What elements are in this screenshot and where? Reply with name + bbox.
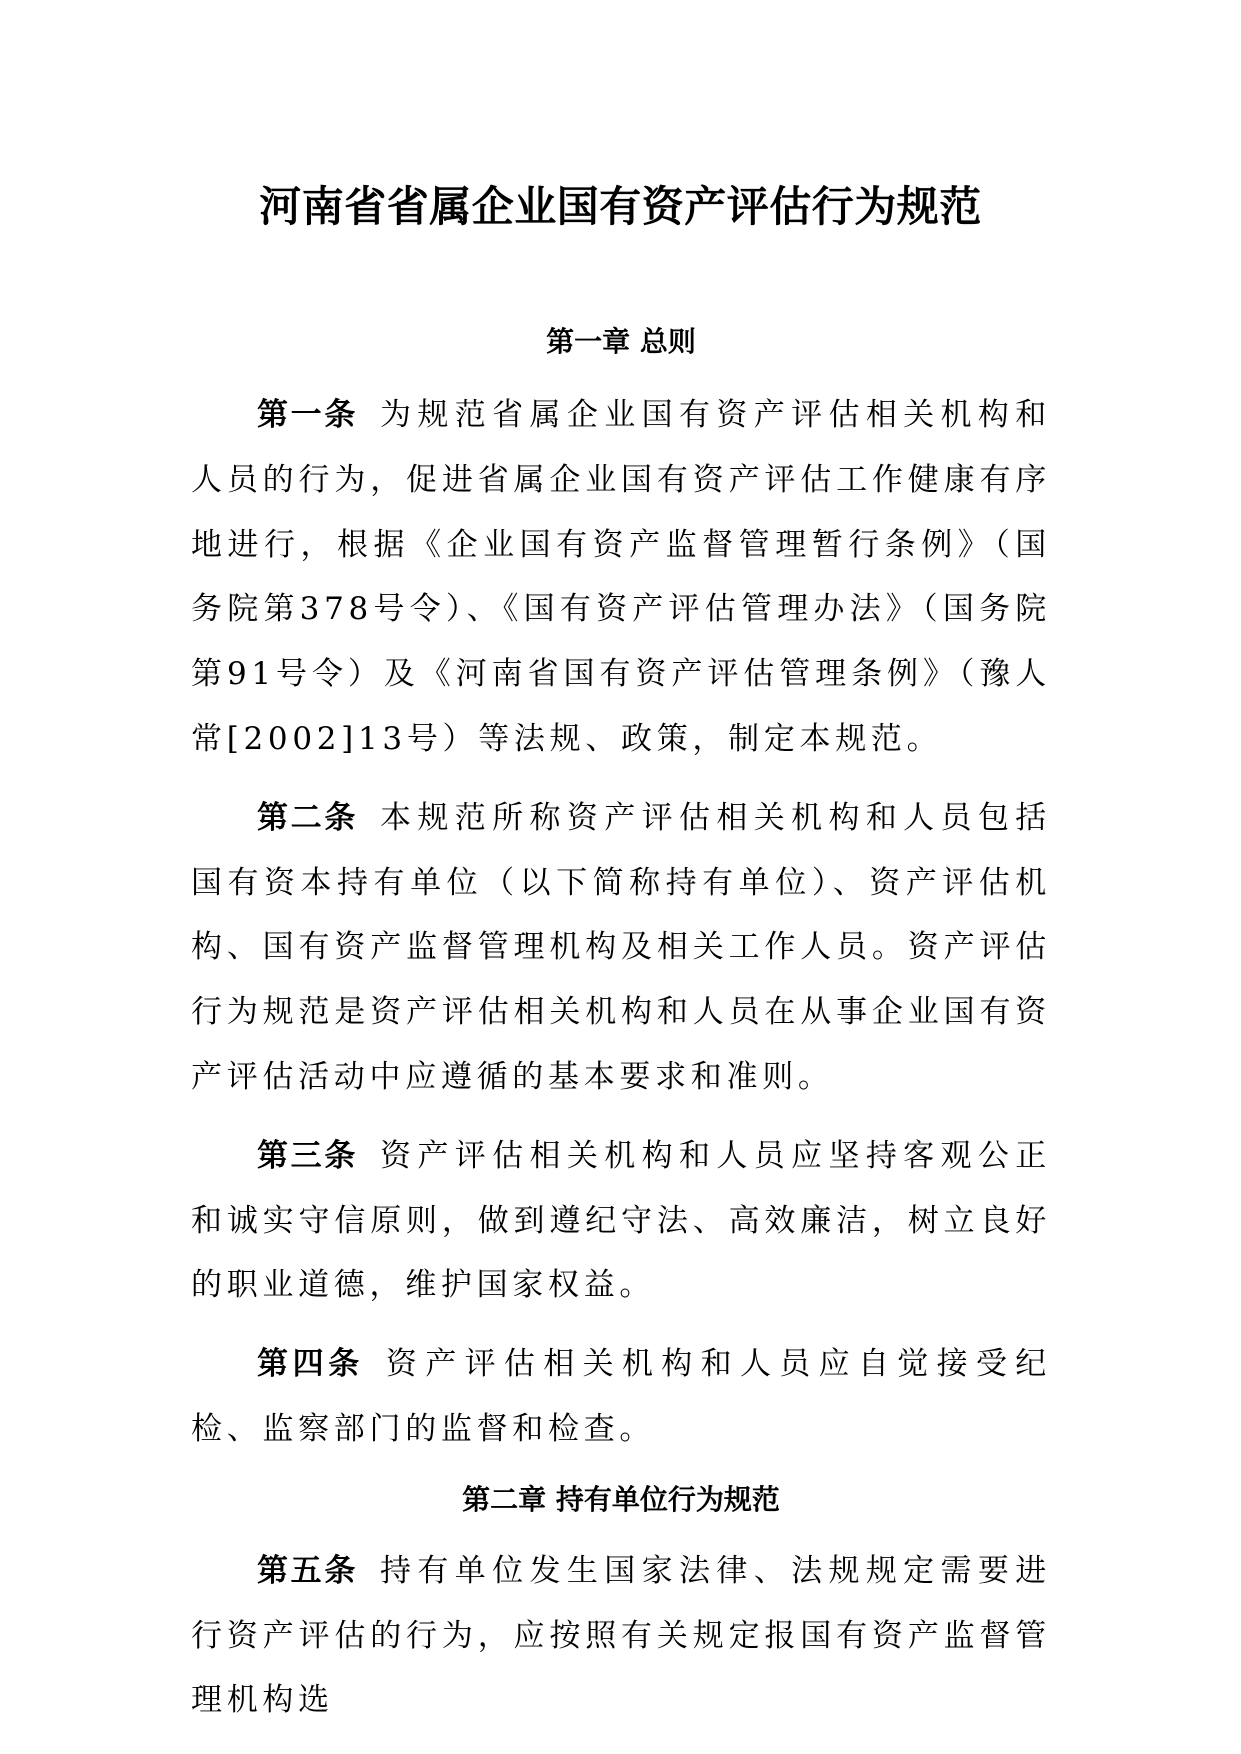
- article-label: 第三条: [257, 1137, 359, 1174]
- article-text: 资产评估相关机构和人员应自觉接受纪检、监察部门的监督和检查。: [191, 1346, 1052, 1447]
- article-label: 第五条: [257, 1552, 359, 1589]
- document-body: [191, 322, 1051, 1747]
- article-3: [191, 1124, 1051, 1318]
- article-text: 为规范省属企业国有资产评估相关机构和人员的行为，促进省属企业国有资产评估工作健康有序地进行，根据《企业国有资产监督管理暂行条例》（国务院第378号令）、《国有资产评估管理办法》（国务院第91号令）及《河南省国有资产评估管理条例》（豫人常[2002]13号）等法规、政策，制定本规范。: [191, 397, 1051, 757]
- chapter-heading: 第二章 持有单位行为规范: [462, 1482, 780, 1516]
- article-label: 第一条: [257, 397, 359, 433]
- article-2: [191, 786, 1051, 1110]
- article-label: 第四条: [257, 1346, 364, 1383]
- chapter-heading: 第一章 总则: [546, 325, 696, 358]
- article-4: [191, 1332, 1051, 1462]
- article-text: 资产评估相关机构和人员应坚持客观公正和诚实守信原则，做到遵纪守法、高效廉洁，树立良好的职业道德，维护国家权益。: [191, 1137, 1051, 1304]
- article-text: 本规范所称资产评估相关机构和人员包括国有资本持有单位（以下简称持有单位）、资产评估机构、国有资产监督管理机构及相关工作人员。资产评估行为规范是资产评估相关机构和人员在从事企业国有资产评估活动中应遵循的基本要求和准则。: [191, 799, 1051, 1095]
- document-title: 河南省省属企业国有资产评估行为规范: [259, 182, 982, 231]
- article-5: [191, 1539, 1051, 1733]
- article-1: [191, 383, 1051, 772]
- article-label: 第二条: [257, 799, 359, 836]
- article-text: 持有单位发生国家法律、法规规定需要进行资产评估的行为，应按照有关规定报国有资产监督管理机构选: [191, 1552, 1051, 1719]
